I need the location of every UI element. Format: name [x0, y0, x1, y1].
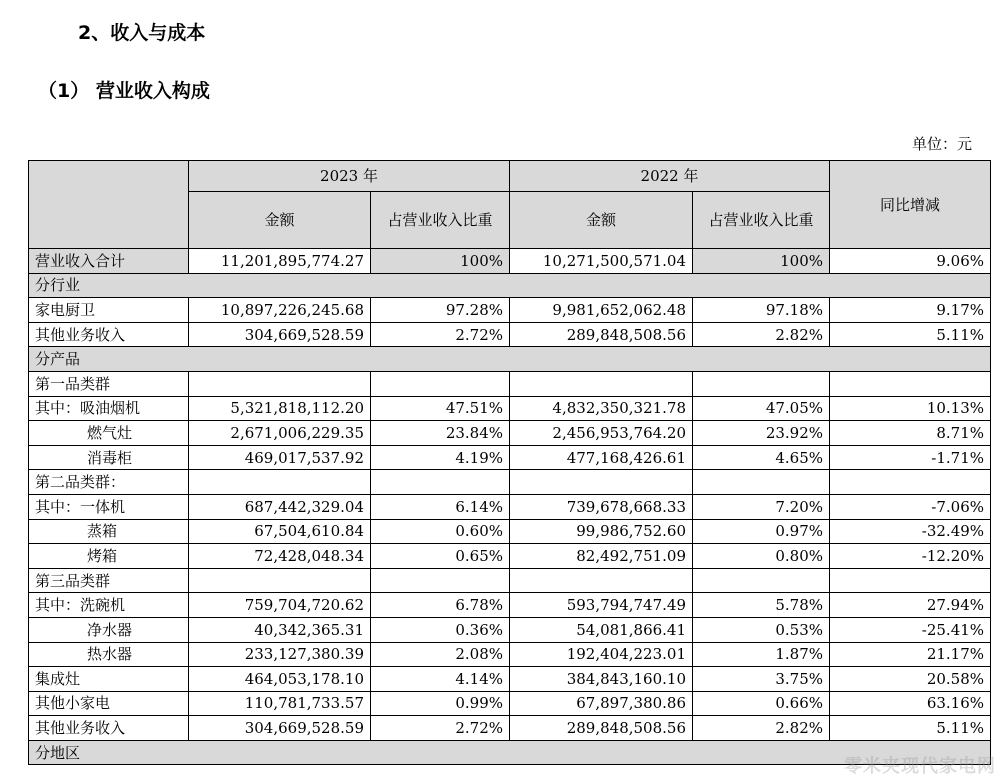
yoy-change: 8.71% [830, 421, 991, 446]
row-label: 营业收入合计 [29, 249, 189, 274]
table-row [29, 396, 991, 421]
row-label: 家电厨卫 [29, 298, 189, 323]
amount-2023: 2,671,006,229.35 [189, 421, 371, 446]
share-2022 [693, 470, 830, 495]
share-2023: 0.65% [371, 544, 510, 569]
header-share-2023: 占营业收入比重 [371, 192, 510, 249]
table-row [29, 494, 991, 519]
share-2023: 4.14% [371, 667, 510, 692]
share-2022: 47.05% [693, 396, 830, 421]
amount-2022: 289,848,508.56 [510, 322, 693, 347]
share-2023: 0.99% [371, 691, 510, 716]
amount-2023: 40,342,365.31 [189, 617, 371, 642]
row-label: 其中：一体机 [29, 494, 189, 519]
share-2022: 5.78% [693, 593, 830, 618]
table-row [29, 470, 991, 495]
amount-2023: 72,428,048.34 [189, 544, 371, 569]
header-amount-2022: 金额 [510, 192, 693, 249]
yoy-change: 5.11% [830, 716, 991, 741]
share-2023 [371, 371, 510, 396]
amount-2022 [510, 568, 693, 593]
share-2022: 2.82% [693, 716, 830, 741]
share-2022: 97.18% [693, 298, 830, 323]
share-2022: 23.92% [693, 421, 830, 446]
row-label: 第二品类群： [29, 470, 189, 495]
amount-2023: 759,704,720.62 [189, 593, 371, 618]
amount-2022 [510, 470, 693, 495]
table-row [29, 445, 991, 470]
amount-2022: 289,848,508.56 [510, 716, 693, 741]
share-2023 [371, 470, 510, 495]
amount-2023 [189, 371, 371, 396]
table-row [29, 617, 991, 642]
watermark: 零米夹现代家电网 [844, 756, 996, 777]
amount-2023: 5,321,818,112.20 [189, 396, 371, 421]
share-2023: 2.72% [371, 716, 510, 741]
section-title: 2、收入与成本 [78, 22, 206, 44]
share-2023: 97.28% [371, 298, 510, 323]
amount-2023: 304,669,528.59 [189, 322, 371, 347]
table-row [29, 716, 991, 741]
share-2022: 1.87% [693, 642, 830, 667]
amount-2022: 9,981,652,062.48 [510, 298, 693, 323]
segment-label: 分地区 [29, 740, 991, 765]
share-2022: 0.53% [693, 617, 830, 642]
yoy-change: -12.20% [830, 544, 991, 569]
row-label: 第一品类群 [29, 371, 189, 396]
share-2023: 100% [371, 249, 510, 274]
segment-header-industry [29, 273, 991, 298]
amount-2022: 739,678,668.33 [510, 494, 693, 519]
table-row [29, 593, 991, 618]
amount-2023: 67,504,610.84 [189, 519, 371, 544]
share-2023: 2.08% [371, 642, 510, 667]
share-2023: 0.60% [371, 519, 510, 544]
yoy-change: -32.49% [830, 519, 991, 544]
yoy-change: -25.41% [830, 617, 991, 642]
amount-2022: 10,271,500,571.04 [510, 249, 693, 274]
amount-2023: 233,127,380.39 [189, 642, 371, 667]
revenue-composition-table [28, 160, 991, 765]
amount-2022: 192,404,223.01 [510, 642, 693, 667]
share-2023: 47.51% [371, 396, 510, 421]
table-row [29, 544, 991, 569]
share-2022: 100% [693, 249, 830, 274]
yoy-change: 9.06% [830, 249, 991, 274]
yoy-change: -7.06% [830, 494, 991, 519]
share-2022: 7.20% [693, 494, 830, 519]
table-row [29, 298, 991, 323]
yoy-change: -1.71% [830, 445, 991, 470]
header-year-2023: 2023 年 [189, 161, 510, 192]
row-label: 其中：吸油烟机 [29, 396, 189, 421]
segment-label: 分产品 [29, 347, 991, 372]
header-year-2022: 2022 年 [510, 161, 830, 192]
amount-2022: 82,492,751.09 [510, 544, 693, 569]
row-label: 集成灶 [29, 667, 189, 692]
yoy-change: 20.58% [830, 667, 991, 692]
yoy-change: 10.13% [830, 396, 991, 421]
amount-2023 [189, 470, 371, 495]
amount-2023: 110,781,733.57 [189, 691, 371, 716]
yoy-change [830, 371, 991, 396]
amount-2023: 687,442,329.04 [189, 494, 371, 519]
amount-2023: 304,669,528.59 [189, 716, 371, 741]
row-label: 蒸箱 [29, 519, 189, 544]
share-2023: 6.14% [371, 494, 510, 519]
share-2022: 0.97% [693, 519, 830, 544]
header-yoy: 同比增减 [830, 161, 991, 249]
share-2023: 6.78% [371, 593, 510, 618]
amount-2022: 384,843,160.10 [510, 667, 693, 692]
table-row [29, 421, 991, 446]
amount-2023: 469,017,537.92 [189, 445, 371, 470]
yoy-change: 5.11% [830, 322, 991, 347]
row-label: 其他业务收入 [29, 322, 189, 347]
table-row [29, 322, 991, 347]
amount-2023: 464,053,178.10 [189, 667, 371, 692]
table-row [29, 642, 991, 667]
segment-header-product [29, 347, 991, 372]
header-share-2022: 占营业收入比重 [693, 192, 830, 249]
amount-2022: 4,832,350,321.78 [510, 396, 693, 421]
row-label: 燃气灶 [29, 421, 189, 446]
amount-2022: 2,456,953,764.20 [510, 421, 693, 446]
yoy-change: 9.17% [830, 298, 991, 323]
amount-2023 [189, 568, 371, 593]
share-2023: 4.19% [371, 445, 510, 470]
row-label: 消毒柜 [29, 445, 189, 470]
share-2023: 0.36% [371, 617, 510, 642]
amount-2023: 10,897,226,245.68 [189, 298, 371, 323]
header-amount-2023: 金额 [189, 192, 371, 249]
row-label: 第三品类群 [29, 568, 189, 593]
header-blank [29, 161, 189, 249]
yoy-change: 27.94% [830, 593, 991, 618]
row-label: 净水器 [29, 617, 189, 642]
segment-label: 分行业 [29, 273, 991, 298]
subsection-title: （1） 营业收入构成 [38, 80, 210, 102]
share-2022 [693, 568, 830, 593]
amount-2022: 99,986,752.60 [510, 519, 693, 544]
row-label: 其他业务收入 [29, 716, 189, 741]
table-row [29, 371, 991, 396]
unit-label: 单位：元 [911, 135, 972, 153]
yoy-change: 63.16% [830, 691, 991, 716]
row-label: 其他小家电 [29, 691, 189, 716]
amount-2022: 67,897,380.86 [510, 691, 693, 716]
yoy-change [830, 568, 991, 593]
row-label: 热水器 [29, 642, 189, 667]
table-row-total [29, 249, 991, 274]
table-row [29, 519, 991, 544]
yoy-change [830, 470, 991, 495]
table-row [29, 667, 991, 692]
amount-2022 [510, 371, 693, 396]
yoy-change: 21.17% [830, 642, 991, 667]
amount-2022: 593,794,747.49 [510, 593, 693, 618]
share-2023 [371, 568, 510, 593]
share-2022 [693, 371, 830, 396]
share-2022: 3.75% [693, 667, 830, 692]
share-2022: 0.80% [693, 544, 830, 569]
amount-2023: 11,201,895,774.27 [189, 249, 371, 274]
amount-2022: 54,081,866.41 [510, 617, 693, 642]
table-row [29, 568, 991, 593]
table-row [29, 691, 991, 716]
row-label: 其中：洗碗机 [29, 593, 189, 618]
amount-2022: 477,168,426.61 [510, 445, 693, 470]
share-2023: 23.84% [371, 421, 510, 446]
share-2022: 4.65% [693, 445, 830, 470]
share-2022: 0.66% [693, 691, 830, 716]
row-label: 烤箱 [29, 544, 189, 569]
share-2023: 2.72% [371, 322, 510, 347]
share-2022: 2.82% [693, 322, 830, 347]
